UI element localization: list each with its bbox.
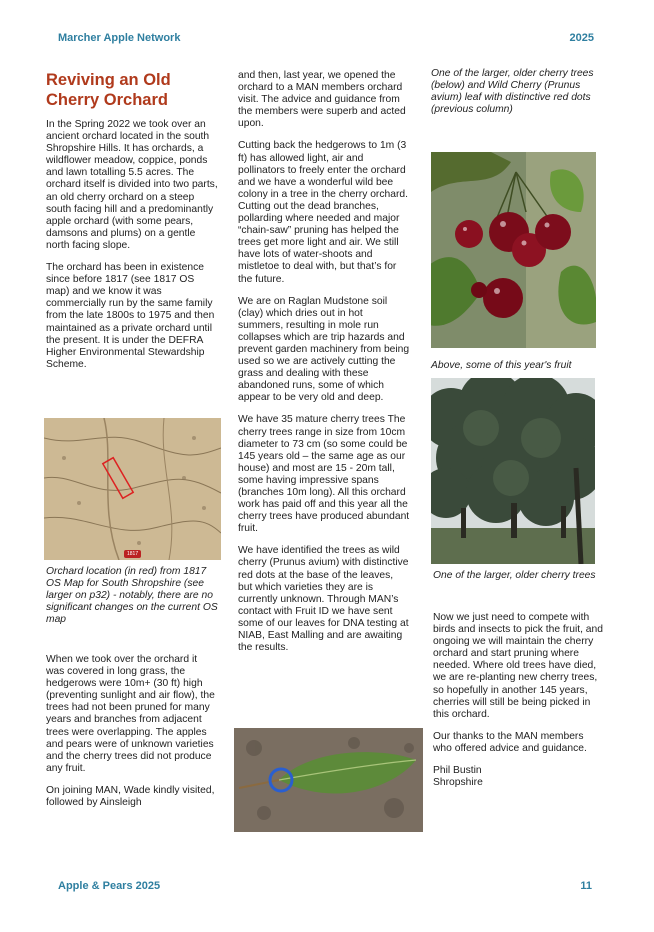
column-3: [433, 612, 605, 789]
paragraph: We have identified the trees as wild cherry (Prunus avium) with distinctive red dots at the base of the leaves, but which varieties they are is currently unknown. Through MAN’s contact with Fruit ID we have sent some of our leaves for DNA testing at NIAB, East Malling and are awaiting the results.: [238, 545, 409, 654]
paragraph: Cutting back the hedgerows to 1m (3 ft) has allowed light, air and pollinators to freely enter the orchard and we have a wonderful wild bee colony in a tree in the cherry orchard. Cutting out the dead branches, pollarding where needed and major “chain-saw” pruning has helped the trees get more light and air. We still have lots of water-shoots and mistletoe to deal with, but that’s for the future.: [238, 140, 408, 285]
page-number: 11: [580, 880, 592, 892]
paragraph: Our thanks to the MAN members who offered advice and guidance.: [433, 730, 587, 754]
map-badge: 1817: [124, 550, 141, 558]
running-footer-title: Apple & Pears 2025: [58, 880, 161, 892]
tree-caption: One of the larger, older cherry trees: [433, 570, 596, 581]
author-location: Shropshire: [433, 777, 483, 789]
cherry-fruit-image: [431, 152, 596, 348]
column-1-continued: [46, 654, 218, 819]
paragraph: We are on Raglan Mudstone soil (clay) which dries out in hot summers, resulting in mole run collapses which are trip hazards and prevent garden machinery from being used so we are actively cutting the grass and dealing with these abandoned runs, some of which appear to be very old and deep.: [238, 295, 410, 404]
paragraph: and then, last year, we opened the orchard to a MAN members orchard visit. The advice and guidance from the members were superb and acted upon.: [238, 70, 406, 130]
cherry-caption-top: One of the larger, older cherry trees (below) and Wild Cherry (Prunus avium) leaf with distinctive red dots (previous column): [431, 68, 594, 116]
running-header-year: 2025: [569, 32, 594, 44]
paragraph: When we took over the orchard it was covered in long grass, the hedgerows were 10m+ (30 ft) high (preventing sunlight and air flow), the trees had not been pruned for many years and branches from adjacent trees were overlapping. The apples and pears were of unknown varieties and the cherry trees did not produce any fruit.: [46, 654, 215, 774]
paragraph: On joining MAN, Wade kindly visited, followed by Ainsleigh: [46, 784, 215, 809]
cherry-leaf-image: [234, 728, 423, 832]
running-header-title: Marcher Apple Network: [58, 32, 181, 44]
title-line-1: Reviving an Old: [46, 71, 171, 89]
article-title: [46, 70, 218, 110]
paragraph: In the Spring 2022 we took over an ancient orchard located in the south Shropshire Hills. It has orchards, a wildflower meadow, coppice, ponds and lawn totalling 5.5 acres. The orchard itself is divided into two parts, an old cherry orchard on a steep south facing hill and a predominantly apple orchard (with some pears, damsons and plums) on a gentle north facing slope.: [46, 119, 218, 251]
cherry-tree-image: [431, 378, 595, 564]
column-1: [46, 70, 218, 381]
os-map-1817-image: [44, 418, 221, 560]
column-2: [238, 70, 410, 664]
paragraph: The orchard has been in existence since before 1817 (see 1817 OS map) and we know it was commercially run by the same family from the late 1800s to 1975 and then maintained as a private orchard until the present. It is under the DEFRA Higher Environmental Stewardship Scheme.: [46, 262, 215, 370]
paragraph: Now we just need to compete with birds and insects to pick the fruit, and ongoing we will maintain the cherry orchard and start pruning where needed. Where old trees have died, we are re-planting new cherry trees, so hopefully in another 145 years, cherries will still be being picked in this orchard.: [433, 612, 603, 720]
fruit-caption: Above, some of this year's fruit: [431, 360, 572, 371]
paragraph: We have 35 mature cherry trees The cherry trees range in size from 10cm diameter to 73 cm (so some could be 145 years old – the same age as our house) and most are 15 - 20m tall, some having impressive spans (branches 10m long). All this orchard work has paid off and this year all the cherry trees have produced abundant fruit.: [238, 414, 410, 535]
author-name: Phil Bustin: [433, 765, 482, 777]
map-caption: Orchard location (in red) from 1817 OS Map for South Shropshire (see larger on p32) - notably, there are no significant changes on the current OS map: [46, 566, 218, 626]
title-line-2: Cherry Orchard: [46, 91, 168, 109]
